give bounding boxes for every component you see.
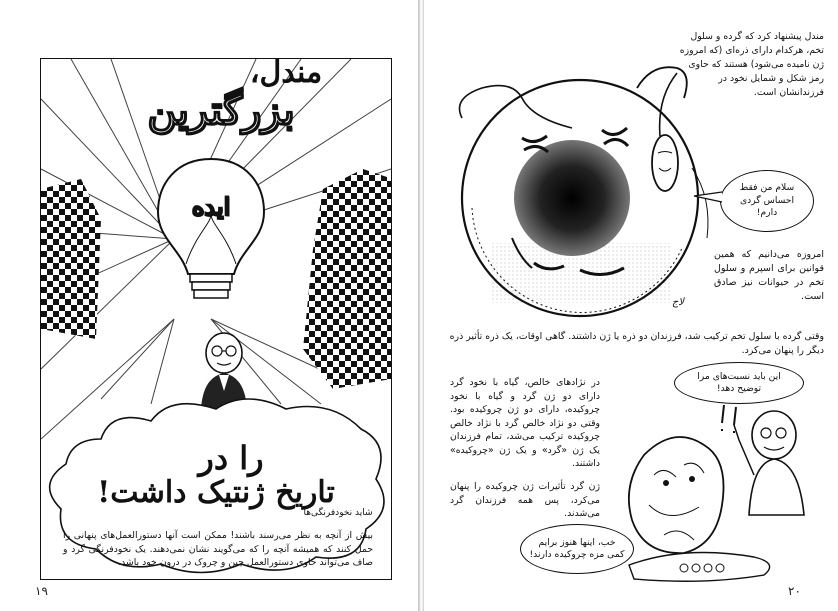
checkerboard-pattern-left: [41, 179, 101, 339]
right-page: [424, 0, 838, 611]
professor-bubble-text: این باید نسبت‌های مرا توضیح دهد!: [697, 370, 781, 394]
bulb-label: ایده: [191, 192, 231, 221]
page-number-left: ۱۹: [35, 584, 48, 598]
page-number-right: ۲۰: [788, 584, 801, 598]
egg-cell-illustration: [452, 58, 732, 318]
intro-text: مندل پیشنهاد کرد که گرده و سلول تخم، هرکدام دارای ذره‌ای (که امروزه ژن نامیده می‌شود) هستند که حاوی رمز شکل و شمایل نخود در فرزندانشان است.: [679, 31, 824, 98]
title-line-4-text: تاریخ ژنتیک داشت!: [97, 475, 335, 510]
title-line-1: مندل،: [249, 58, 323, 90]
title-line-2: بزرگترین: [147, 87, 295, 134]
left-column-text-2: ژن گرد تأثیرات ژن چروکیده را پنهان می‌کرد، پس همه فرزندان گرد می‌شدند.: [450, 481, 600, 519]
peas-bubble-text: خب، اینها هنوز برایم کمی مزه چروکیده دارند!: [529, 536, 625, 560]
mid-text: وقتی گرده با سلول تخم ترکیب شد، فرزندان دو ذره یا ژن داشتند. گاهی اوقات، یک ذره تأثیر ذره دیگر را پنهان می‌کرد.: [449, 331, 824, 356]
checkerboard-pattern-right: [303, 169, 392, 389]
cloud-text: شاید نخودفرنگی‌ها: [303, 508, 373, 518]
sperm-bubble-text: سلام من فقط احساس گردی دارم!: [739, 182, 795, 219]
left-comic-panel: [40, 58, 392, 580]
bubble-tail-sperm: [694, 188, 724, 208]
lightbulb-icon: [156, 154, 266, 304]
title-line-3: را در: [198, 439, 264, 477]
left-column-text: در نژادهای خالص، گیاه با نخود گرد دارای دو ژن گرد و گیاه با نخود چروکیده، دارای دو ژن چروکیده بود. وقتی دو نژاد خالص گرد با نژاد خالص چروکیده ترکیب می‌شد، تمام فرزندان یک ژن «گرد» و یک ژن «چروکیده» داشتند.: [450, 377, 600, 469]
signature: لاج: [671, 297, 684, 308]
peas-speech-bubble: [520, 524, 634, 574]
left-caption: بیش از آنچه به نظر می‌رسند باشند! ممکن است آنها دستورالعمل‌های پنهانی را حمل کنند که همیشه آنچه را که می‌گویند نشان نمی‌دهند. یک نخودفرنگی گرد و صاف می‌تواند حاوی دستورالعمل چین و چروک در درون خود باشد.: [63, 530, 373, 568]
left-page: [0, 0, 418, 611]
side-text: امروزه می‌دانیم که همین قوانین برای اسپرم و سلول تخم در حیوانات نیز صادق است.: [714, 249, 824, 302]
sperm-speech-bubble: [720, 170, 814, 232]
title-line-4: [41, 475, 391, 510]
peas-professor-illustration: [604, 395, 838, 595]
